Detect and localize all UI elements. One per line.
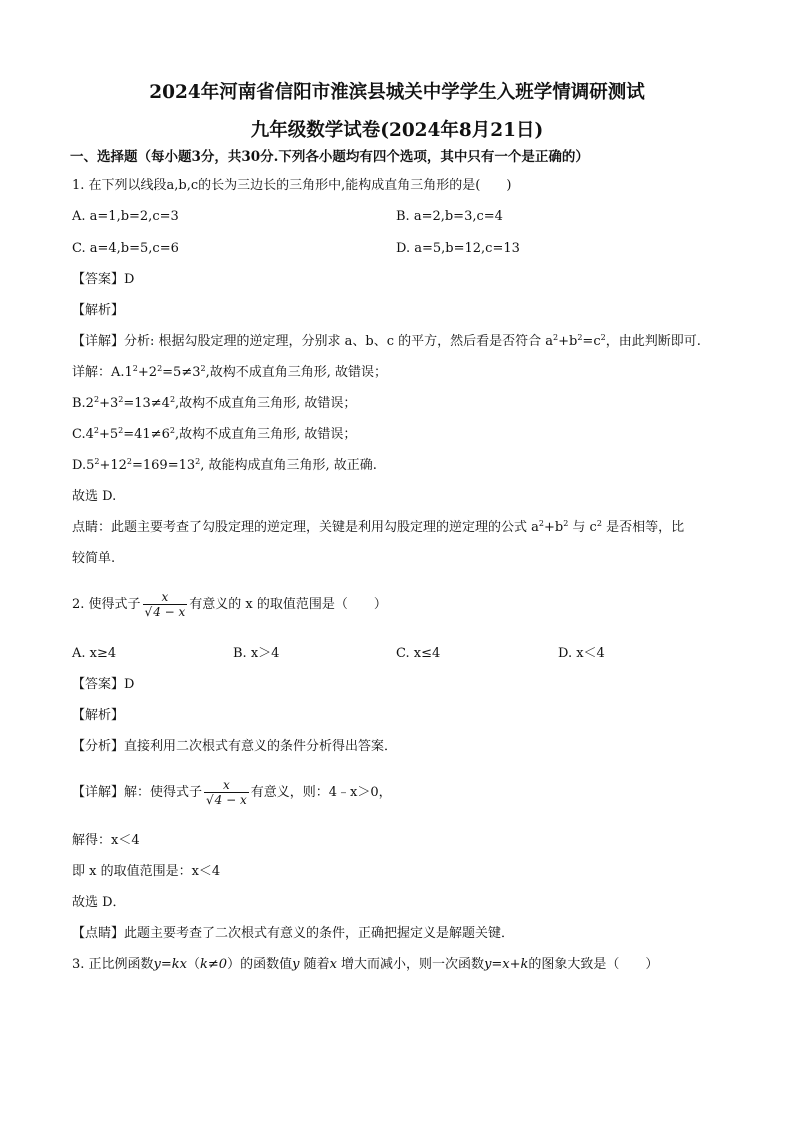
q1-comment-line1: 点睛：此题主要考查了勾股定理的逆定理，关键是利用勾股定理的逆定理的公式 $a^2+b^2$ 与 $c^2$ 是否相等，比 bbox=[72, 519, 685, 535]
q2-fraction: $\frac{x}{√4 - x}$ bbox=[144, 589, 186, 619]
q1-option-d: D. a=5,b=12,c=13 bbox=[396, 241, 520, 256]
q1-option-a: A. a=1,b=2,c=3 bbox=[72, 209, 179, 224]
q3-stem: 3. 正比例函数y=kx（k≠0）的函数值y 随着x 增大而减小，则一次函数y=x+k的图象大致是（ ） bbox=[72, 957, 659, 972]
q2-analysis-label: 【解析】 bbox=[72, 708, 125, 723]
q2-option-b: B. x＞4 bbox=[233, 646, 280, 661]
q1-explain-a: 详解：$A.1^2+2^2=5\ne 3^2$,故构不成直角三角形, 故错误； bbox=[72, 364, 387, 380]
exam-title-line2: 九年级数学试卷(2024年8月21日) bbox=[250, 120, 544, 141]
q2-answer: 【答案】D bbox=[72, 677, 135, 692]
q1-analysis-label: 【解析】 bbox=[72, 303, 125, 318]
exam-title-line1: 2024年河南省信阳市淮滨县城关中学学生入班学情调研测试 bbox=[149, 82, 645, 103]
q1-detail-prefix: 【详解】分析: 根据勾股定理的逆定理，分别求 a、b、c 的平方，然后看是否符合 a bbox=[72, 334, 554, 349]
q1-explain-c: $C.4^2+5^2=41\ne 6^2$,故构不成直角三角形, 故错误； bbox=[72, 426, 357, 442]
q1-choose: 故选 D. bbox=[72, 489, 117, 504]
q1-answer: 【答案】D bbox=[72, 272, 135, 287]
q1-explain-b: $B.2^2+3^2=13\ne 4^2$,故构不成直角三角形, 故错误； bbox=[72, 395, 357, 411]
q2-choose: 故选 D． bbox=[72, 895, 126, 910]
q2-option-c: C. x≤4 bbox=[396, 646, 441, 661]
section-heading-choice: 一、选择题（每小题3分，共30分.下列各小题均有四个选项，其中只有一个是正确的） bbox=[70, 149, 589, 165]
q1-option-b: B. a=2,b=3,c=4 bbox=[396, 209, 503, 224]
q2-option-a: A. x≥4 bbox=[72, 646, 117, 661]
q1-stem: 1. 在下列以线段a,b,c的长为三边长的三角形中,能构成直角三角形的是( ) bbox=[72, 178, 512, 193]
q2-detail-fraction: $\frac{x}{√4 - x}$ bbox=[206, 777, 247, 807]
q1-explain-d: $D.5^2+12^2=169=13^2$, 故能构成直角三角形, 故正确. bbox=[72, 457, 377, 473]
q2-stem: 2. 使得式子 $\frac{x}{√4 - x}$ 有意义的 x 的取值范围是（ ） bbox=[72, 589, 387, 619]
q1-detail-line: 【详解】分析: 根据勾股定理的逆定理，分别求 a、b、c 的平方，然后看是否符合 $a^2+b^2=c^2$，由此判断即可. bbox=[72, 333, 701, 349]
q1-option-c: C. a=4,b=5,c=6 bbox=[72, 241, 179, 256]
q2-fenxi: 【分析】直接利用二次根式有意义的条件分析得出答案． bbox=[72, 739, 398, 754]
q1-comment-line2: 较简单. bbox=[72, 551, 116, 566]
q2-dianjing: 【点睛】此题主要考查了二次根式有意义的条件，正确把握定义是解题关键． bbox=[72, 926, 515, 941]
q2-solve1: 解得：x＜4 bbox=[72, 833, 140, 848]
q2-solve2: 即 x 的取值范围是：x＜4 bbox=[72, 864, 221, 879]
q2-option-d: D. x＜4 bbox=[558, 646, 605, 661]
q2-detail: 【详解】解：使得式子 $\frac{x}{√4 - x}$ 有意义，则：4﹣x＞0， bbox=[72, 777, 392, 807]
